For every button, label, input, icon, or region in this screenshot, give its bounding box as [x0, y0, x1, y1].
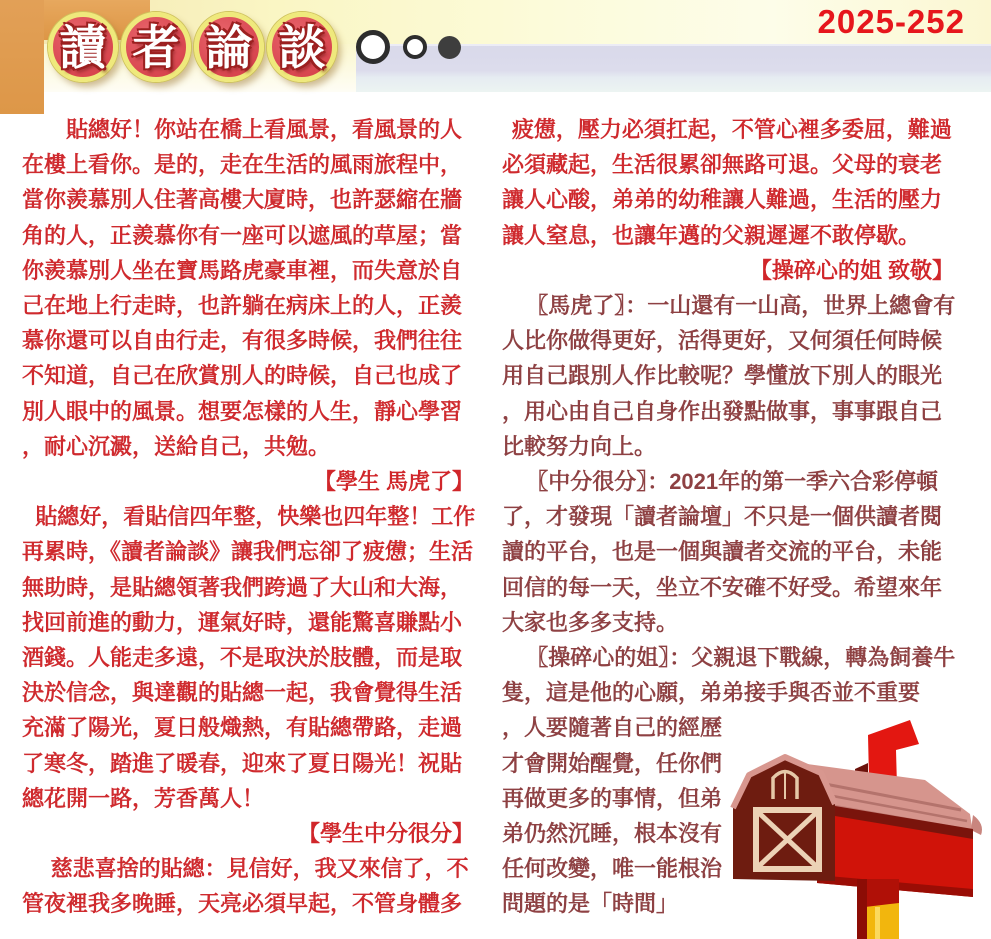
- title-char: 談: [278, 20, 326, 74]
- left-column: [22, 112, 480, 922]
- title-circle-1: [48, 12, 118, 82]
- letter-paragraph: 貼總好！你站在橋上看風景，看風景的人在樓上看你。是的，走在生活的風雨旅程中，當你羨慕別人住著高樓大廈時，也許瑟縮在牆角的人，正羨慕你有一座可以遮風的草屋；當你羨慕別人坐在寶馬路虎豪車裡，而失意於自己在地上行走時，也許躺在病床上的人，正羨慕你還可以自由行走，有很多時候，我們往往不知道，自己在欣賞別人的時候，自己也成了別人眼中的風景。想要怎樣的人生，靜心學習，耐心沉澱，送給自己，共勉。: [22, 117, 463, 459]
- decorative-circle-icon-filled: [438, 36, 461, 59]
- letter-paragraph: 慈悲喜捨的貼總：見信好，我又來信了，不管夜裡我多晚睡，天亮必須早起，不管身體多: [22, 856, 469, 917]
- decorative-circle-icon-small: [403, 35, 427, 59]
- editor-reply-paragraph-wrapped: ，人要隨著自己的經歷才會開始醒覺，任你們再做更多的事情，但弟弟仍然沉睡，根本沒有任何改變，唯一能根治問題的是「時間」: [502, 715, 723, 917]
- letter-paragraph: 貼總好，看貼信四年整，快樂也四年整！工作再累時，《讀者論談》讓我們忘卻了疲憊；生活無助時，是貼總領著我們跨過了大山和大海，找回前進的動力，運氣好時，還能驚喜賺點小酒錢。人能走多遠，不是取決於肢體，而是取決於信念，與達觀的貼總一起，我會覺得生活充滿了陽光，夏日般熾熱，有貼總帶路，走過了寒冬，踏進了暖春，迎來了夏日陽光！祝貼總花開一路，芳香萬人！: [22, 504, 476, 811]
- letter-signature: 【學生 馬虎了】: [313, 469, 474, 495]
- issue-number: 2025-252: [817, 3, 965, 40]
- title-char: 讀: [59, 20, 107, 74]
- editor-reply-paragraph: 〖操碎心的姐〗：父親退下戰線，轉為飼養牛隻，這是他的心願，弟弟接手與否並不重要: [502, 645, 956, 706]
- editor-reply-paragraph: 〖馬虎了〗：一山還有一山高，世界上總會有人比你做得更好，活得更好，又何須任何時候用自己跟別人作比較呢？學懂放下別人的眼光，用心由自己自身作出發點做事，事事跟自己比較努力向上。: [502, 293, 956, 459]
- masthead: [0, 0, 991, 96]
- title-circle-4: [267, 12, 337, 82]
- editor-reply-paragraph: 〖中分很分〗：2021年的第一季六合彩停頓了，才發現「讀者論壇」不只是一個供讀者閱讀的平台，也是一個與讀者交流的平台，未能回信的每一天，坐立不安確不好受。希望來年大家也多多支持。: [502, 469, 943, 635]
- page-title: [48, 4, 461, 90]
- letter-signature: 【操碎心的姐 致敬】: [749, 257, 954, 283]
- mailbox-illustration: [729, 711, 991, 939]
- decorative-circle-icon-large: [356, 30, 390, 64]
- title-circle-3: [194, 12, 264, 82]
- title-char: 者: [132, 20, 180, 74]
- title-char: 論: [205, 20, 253, 74]
- letter-paragraph: 疲憊，壓力必須扛起，不管心裡多委屈，難過必須藏起，生活很累卻無路可退。父母的衰老讓人心酸，弟弟的幼稚讓人難過，生活的壓力讓人窒息，也讓年邁的父親遲遲不敢停歇。: [502, 117, 952, 248]
- red-barn-mailbox-icon: [729, 711, 991, 939]
- letter-signature: 【學生中分很分】: [297, 821, 474, 847]
- title-circle-2: [121, 12, 191, 82]
- header-orange-block-left: [0, 0, 44, 114]
